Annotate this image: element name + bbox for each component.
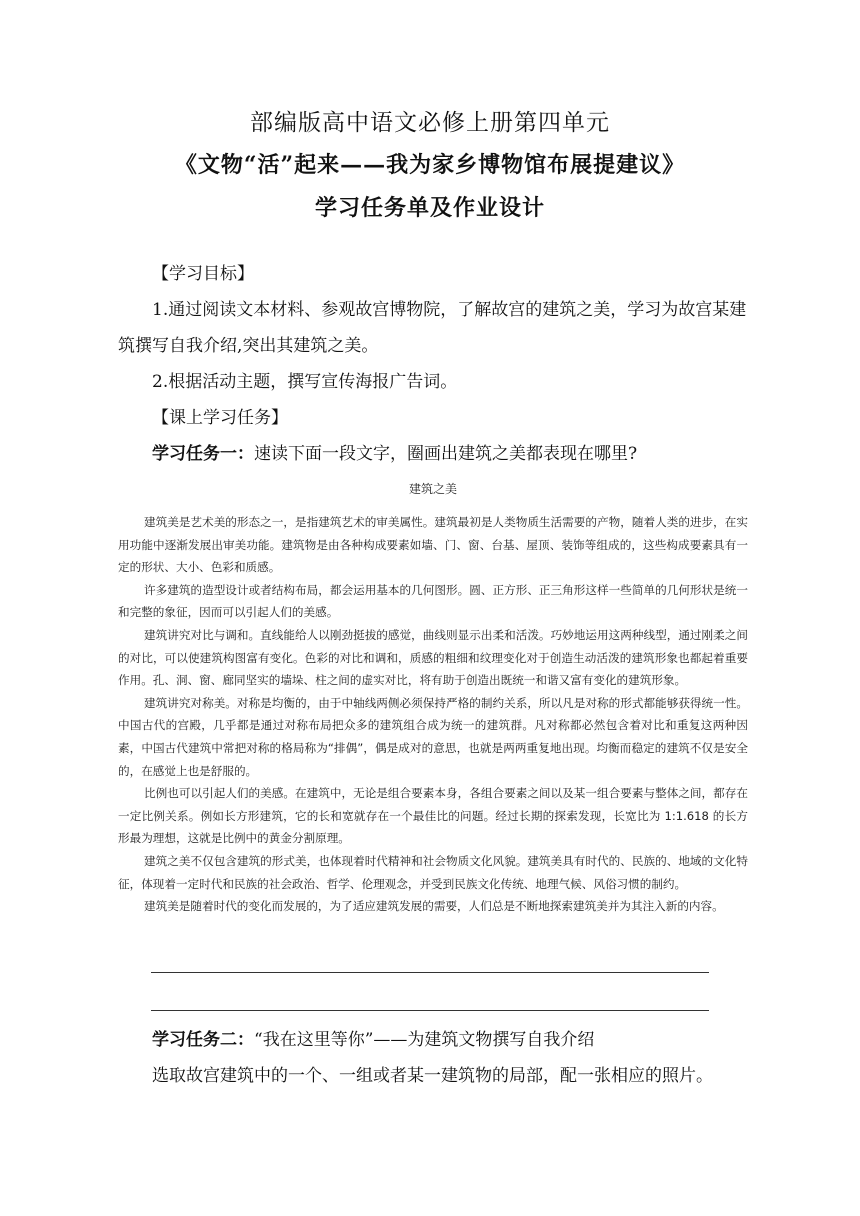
task-2 — [118, 1022, 748, 1058]
excerpt-paragraph: 比例也可以引起人们的美感。在建筑中，无论是组合要素本身，各组合要素之间以及某一组合要素与整体之间，都存在一定比例关系。例如长方形建筑，它的长和宽就存在一个最佳比的问题。经过长期的探索发现，长宽比为 1:1.618 的长方形最为理想，这就是比例中的黄金分割原理。 — [118, 786, 748, 846]
task-1-label: 学习任务一： — [152, 444, 254, 464]
answer-line-2[interactable] — [151, 1010, 709, 1011]
title-line-1: 部编版高中语文必修上册第四单元 — [250, 110, 610, 136]
task-2-label: 学习任务二： — [152, 1030, 254, 1050]
task-2-text: “我在这里等你”——为建筑文物撰写自我介绍 — [254, 1030, 595, 1050]
excerpt-title: 建筑之美 — [408, 482, 457, 496]
excerpt-paragraph: 许多建筑的造型设计或者结构布局，都会运用基本的几何图形。圆、正方形、正三角形这样一些简单的几何形状是统一和完整的象征，因而可以引起人们的美感。 — [118, 582, 748, 620]
objective-item-2: 2.根据活动主题，撰写宣传海报广告词。 — [152, 372, 458, 392]
objectives-block — [118, 256, 748, 472]
task-1 — [118, 436, 748, 472]
excerpt-paragraph: 建筑美是艺术美的形态之一，是指建筑艺术的审美属性。建筑最初是人类物质生活需要的产物，随着人类的进步，在实用功能中逐渐发展出审美功能。建筑物是由各种构成要素如墙、门、窗、台基、屋顶、装饰等组成的，这些构成要素具有一定的形状、大小、色彩和质感。 — [118, 515, 748, 575]
title-line-2: 《文物“活”起来——我为家乡博物馆布展提建议》 — [174, 152, 686, 178]
answer-line-1[interactable] — [151, 972, 709, 973]
objective-item-1: 1.通过阅读文本材料、参观故宫博物院，了解故宫的建筑之美，学习为故宫某建筑撰写自我介绍,突出其建筑之美。 — [118, 300, 747, 356]
title-line-3: 学习任务单及作业设计 — [314, 195, 545, 221]
objectives-heading: 【学习目标】 — [152, 264, 254, 284]
excerpt-block — [118, 480, 748, 918]
excerpt-paragraph: 建筑讲究对称美。对称是均衡的，由于中轴线两侧必须保持严格的制约关系，所以凡是对称的形式都能够获得统一性。中国古代的宫殿，几乎都是通过对称布局把众多的建筑组合成为统一的建筑群。凡对称都必然包含着对比和重复这两种因素，中国古代建筑中常把对称的格局称为“排偶”，偶是成对的意思，也就是两两重复地出现。均衡而稳定的建筑不仅是安全的，在感觉上也是舒服的。 — [118, 695, 748, 778]
excerpt-paragraph: 建筑之美不仅包含建筑的形式美，也体现着时代精神和社会物质文化风貌。建筑美具有时代的、民族的、地域的文化特征，体现着一定时代和民族的社会政治、哲学、伦理观念，并受到民族文化传统、地理气候、风俗习惯的制约。 — [118, 853, 748, 891]
tasks-heading: 【课上学习任务】 — [152, 408, 288, 428]
excerpt-paragraph: 建筑美是随着时代的变化而发展的，为了适应建筑发展的需要，人们总是不断地探索建筑美并为其注入新的内容。 — [144, 899, 724, 914]
excerpt-paragraph: 建筑讲究对比与调和。直线能给人以刚劲挺拔的感觉，曲线则显示出柔和活泼。巧妙地运用这两种线型，通过刚柔之间的对比，可以使建筑构图富有变化。色彩的对比和调和，质感的粗细和纹理变化对于创造生动活泼的建筑形象也都起着重要作用。孔、洞、窗、廊同坚实的墙垛、柱之间的虚实对比，将有助于创造出既统一和谐又富有变化的建筑形象。 — [118, 627, 748, 688]
task-2-description: 选取故宫建筑中的一个、一组或者某一建筑物的局部，配一张相应的照片。 — [152, 1066, 713, 1086]
task-1-text: 速读下面一段文字，圈画出建筑之美都表现在哪里? — [254, 444, 638, 464]
task-2-block — [118, 1022, 748, 1094]
